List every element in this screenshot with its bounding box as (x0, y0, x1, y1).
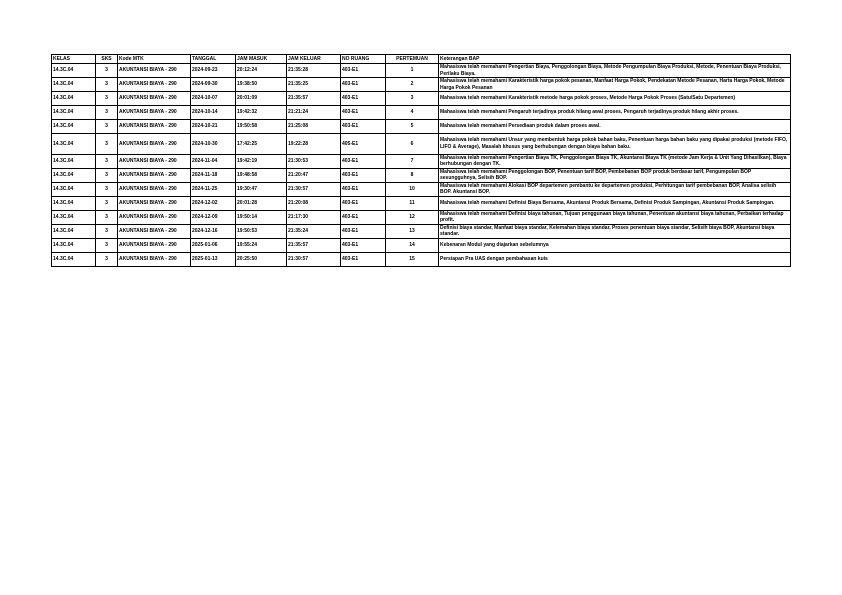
cell-jam-masuk: 19:30:47 (236, 182, 287, 196)
cell-kode-mtk: AKUNTANSI BIAYA - 290 (118, 238, 191, 252)
cell-tanggal: 2024-12-02 (191, 196, 236, 210)
cell-no-ruang: 403-E1 (341, 64, 386, 78)
cell-jam-keluar: 21:30:53 (287, 154, 341, 168)
cell-no-ruang: 403-E1 (341, 154, 386, 168)
cell-kelas: 14.3C.04 (52, 106, 96, 120)
cell-jam-masuk: 20:25:50 (236, 252, 287, 266)
header-pertemuan: PERTEMUAN (386, 55, 439, 64)
cell-pertemuan: 13 (386, 224, 439, 238)
cell-keterangan: Mahasiswa telah memahami Persediaan produk dalam proses awal. (439, 120, 791, 134)
header-jam-masuk: JAM MASUK (236, 55, 287, 64)
cell-sks: 3 (96, 210, 118, 224)
cell-kelas: 14.3C.04 (52, 224, 96, 238)
cell-sks: 3 (96, 252, 118, 266)
cell-tanggal: 2024-10-21 (191, 120, 236, 134)
cell-kode-mtk: AKUNTANSI BIAYA - 290 (118, 154, 191, 168)
cell-kode-mtk: AKUNTANSI BIAYA - 290 (118, 168, 191, 182)
cell-keterangan: Mahasiswa telah memahami Alokasi BOP departemen pembantu ke departemen produksi, Perhitungan tarif pembebanan BOP, Analisa selisih BOP. Akuntansi BOP. (439, 182, 791, 196)
cell-no-ruang: 403-E1 (341, 182, 386, 196)
cell-keterangan: Persiapan Pra UAS dengan pembahasan kuis (439, 252, 791, 266)
cell-tanggal: 2024-12-09 (191, 210, 236, 224)
cell-pertemuan: 6 (386, 134, 439, 155)
cell-no-ruang: 403-E1 (341, 78, 386, 92)
cell-pertemuan: 3 (386, 92, 439, 106)
cell-kelas: 14.3C.04 (52, 252, 96, 266)
cell-sks: 3 (96, 154, 118, 168)
cell-keterangan: Mahasiswa telah memahami Karakteristik metode harga pokok proses, Metode Harga Pokok Proses (Satu/Satu Departemen) (439, 92, 791, 106)
cell-pertemuan: 5 (386, 120, 439, 134)
table-row (52, 168, 791, 182)
cell-jam-masuk: 19:50:58 (236, 120, 287, 134)
cell-kode-mtk: AKUNTANSI BIAYA - 290 (118, 78, 191, 92)
cell-jam-masuk: 20:01:09 (236, 92, 287, 106)
table-row (52, 196, 791, 210)
table-row (52, 92, 791, 106)
cell-jam-masuk: 19:55:24 (236, 238, 287, 252)
header-kelas: KELAS (52, 55, 96, 64)
cell-jam-keluar: 21:20:08 (287, 196, 341, 210)
cell-kelas: 14.3C.04 (52, 238, 96, 252)
cell-no-ruang: 403-E1 (341, 168, 386, 182)
cell-pertemuan: 7 (386, 154, 439, 168)
cell-kelas: 14.3C.04 (52, 134, 96, 155)
cell-keterangan: Mahasiswa telah memahami Pengertian Biaya, Penggolongan Biaya, Metode Pengumpulan Biaya Produksi, Metode, Penentuan Biaya Produksi, Perilaku Biaya. (439, 64, 791, 78)
table-row (52, 154, 791, 168)
cell-sks: 3 (96, 120, 118, 134)
cell-sks: 3 (96, 182, 118, 196)
cell-no-ruang: 403-E1 (341, 120, 386, 134)
header-kode-mtk: Kode MTK (118, 55, 191, 64)
cell-sks: 3 (96, 92, 118, 106)
cell-tanggal: 2024-11-25 (191, 182, 236, 196)
cell-jam-masuk: 19:38:50 (236, 78, 287, 92)
cell-kode-mtk: AKUNTANSI BIAYA - 290 (118, 134, 191, 155)
cell-tanggal: 2025-01-06 (191, 238, 236, 252)
table-row (52, 106, 791, 120)
cell-jam-masuk: 19:50:53 (236, 224, 287, 238)
cell-sks: 3 (96, 106, 118, 120)
cell-sks: 3 (96, 64, 118, 78)
cell-no-ruang: 403-E1 (341, 210, 386, 224)
cell-keterangan: Mahasiswa telah memahami Pengaruh terjadinya produk hilang awal proses, Pengaruh terjadinya produk hilang akhir proses. (439, 106, 791, 120)
cell-pertemuan: 12 (386, 210, 439, 224)
cell-keterangan: Mahasiswa telah memahami Definisi Biaya Bersama, Akuntansi Produk Bersama, Definisi Produk Sampingan, Akuntansi Produk Sampingan. (439, 196, 791, 210)
cell-jam-keluar: 21:21:24 (287, 106, 341, 120)
cell-pertemuan: 14 (386, 238, 439, 252)
cell-kelas: 14.3C.04 (52, 210, 96, 224)
table-row (52, 120, 791, 134)
cell-sks: 3 (96, 238, 118, 252)
cell-kode-mtk: AKUNTANSI BIAYA - 290 (118, 182, 191, 196)
cell-pertemuan: 15 (386, 252, 439, 266)
table-row (52, 134, 791, 155)
cell-jam-masuk: 19:42:19 (236, 154, 287, 168)
cell-jam-masuk: 19:48:58 (236, 168, 287, 182)
cell-jam-keluar: 21:30:57 (287, 252, 341, 266)
cell-kode-mtk: AKUNTANSI BIAYA - 290 (118, 224, 191, 238)
cell-jam-masuk: 19:50:14 (236, 210, 287, 224)
cell-jam-keluar: 21:35:28 (287, 64, 341, 78)
cell-tanggal: 2024-11-04 (191, 154, 236, 168)
cell-jam-keluar: 21:17:30 (287, 210, 341, 224)
cell-sks: 3 (96, 196, 118, 210)
cell-jam-keluar: 21:20:47 (287, 168, 341, 182)
cell-tanggal: 2024-10-14 (191, 106, 236, 120)
table-row (52, 238, 791, 252)
cell-keterangan: Definisi biaya standar, Manfaat biaya standar, Kelemahan biaya standar, Proses penentuan biaya standar, Selisih biaya BOP, Akuntansi biaya standar. (439, 224, 791, 238)
cell-kelas: 14.3C.04 (52, 92, 96, 106)
cell-no-ruang: 403-E1 (341, 196, 386, 210)
cell-keterangan: Mahasiswa telah memahami Unsur yang membentuk harga pokok bahan baku, Penentuan harga bahan baku yang dipakai produksi (metode FIFO, LIFO & Average), Masalah khusus yang berhubungan dengan biaya bahan baku. (439, 134, 791, 155)
cell-tanggal: 2024-11-18 (191, 168, 236, 182)
cell-jam-keluar: 21:35:24 (287, 224, 341, 238)
header-no-ruang: NO RUANG (341, 55, 386, 64)
cell-no-ruang: 403-E1 (341, 238, 386, 252)
cell-pertemuan: 4 (386, 106, 439, 120)
header-tanggal: TANGGAL (191, 55, 236, 64)
cell-keterangan: Mahasiswa telah memahami Penggolongan BOP, Penentuan tarif BOP, Pembebanan BOP produk berdasar tarif, Pengumpulan BOP sesungguhnya, Selisih BOP. (439, 168, 791, 182)
cell-tanggal: 2024-10-07 (191, 92, 236, 106)
cell-jam-masuk: 20:01:28 (236, 196, 287, 210)
cell-sks: 3 (96, 224, 118, 238)
cell-kelas: 14.3C.04 (52, 64, 96, 78)
cell-jam-masuk: 17:42:25 (236, 134, 287, 155)
cell-kode-mtk: AKUNTANSI BIAYA - 290 (118, 196, 191, 210)
cell-pertemuan: 8 (386, 168, 439, 182)
table-row (52, 64, 791, 78)
cell-keterangan: Mahasiswa telah memahami Definisi biaya tahunan, Tujuan penggunaan biaya tahunan, Penentuan akuntansi biaya tahunan, Perbaikan terhadap profit. (439, 210, 791, 224)
cell-tanggal: 2024-10-30 (191, 134, 236, 155)
cell-sks: 3 (96, 168, 118, 182)
cell-kode-mtk: AKUNTANSI BIAYA - 290 (118, 64, 191, 78)
cell-no-ruang: 403-E1 (341, 106, 386, 120)
cell-jam-keluar: 21:35:57 (287, 238, 341, 252)
cell-kelas: 14.3C.04 (52, 182, 96, 196)
bap-table (51, 54, 791, 267)
cell-kelas: 14.3C.04 (52, 78, 96, 92)
cell-sks: 3 (96, 134, 118, 155)
table-row (52, 252, 791, 266)
cell-no-ruang: 405-E1 (341, 134, 386, 155)
cell-jam-keluar: 21:35:25 (287, 78, 341, 92)
table-row (52, 182, 791, 196)
cell-kode-mtk: AKUNTANSI BIAYA - 290 (118, 106, 191, 120)
cell-pertemuan: 11 (386, 196, 439, 210)
header-jam-keluar: JAM KELUAR (287, 55, 341, 64)
header-keterangan-bap: Keterangan BAP (439, 55, 791, 64)
cell-kelas: 14.3C.04 (52, 120, 96, 134)
cell-kelas: 14.3C.04 (52, 154, 96, 168)
cell-jam-masuk: 20:12:24 (236, 64, 287, 78)
cell-kode-mtk: AKUNTANSI BIAYA - 290 (118, 92, 191, 106)
cell-jam-masuk: 19:42:32 (236, 106, 287, 120)
header-row (52, 55, 791, 64)
cell-no-ruang: 403-E1 (341, 92, 386, 106)
table-row (52, 224, 791, 238)
cell-kode-mtk: AKUNTANSI BIAYA - 290 (118, 120, 191, 134)
cell-keterangan: Mahasiswa telah memahami Pengertian Biaya TK, Penggolongan Biaya TK, Akuntansi Biaya TK (metode Jam Kerja & Unit Yang Dihasilkan), Biaya berhubungan dengan TK. (439, 154, 791, 168)
cell-kode-mtk: AKUNTANSI BIAYA - 290 (118, 252, 191, 266)
cell-pertemuan: 10 (386, 182, 439, 196)
cell-pertemuan: 2 (386, 78, 439, 92)
cell-tanggal: 2024-09-30 (191, 78, 236, 92)
cell-no-ruang: 403-E1 (341, 252, 386, 266)
cell-jam-keluar: 21:30:57 (287, 182, 341, 196)
cell-tanggal: 2024-09-23 (191, 64, 236, 78)
cell-keterangan: Mahasiswa telah memahami Karakteristik harga pokok pesanan, Manfaat Harga Pokok, Pendekatan Metode Pesanan, Harta Harga Pokok, Metode Harga Pokok Pesanan (439, 78, 791, 92)
header-sks: SKS (96, 55, 118, 64)
cell-tanggal: 2025-01-13 (191, 252, 236, 266)
cell-keterangan: Kebenaran Modul yang diajarkan sebelumnya (439, 238, 791, 252)
cell-jam-keluar: 21:35:57 (287, 92, 341, 106)
cell-kelas: 14.3C.04 (52, 196, 96, 210)
cell-sks: 3 (96, 78, 118, 92)
cell-no-ruang: 403-E1 (341, 224, 386, 238)
cell-kelas: 14.3C.04 (52, 168, 96, 182)
cell-jam-keluar: 19:22:28 (287, 134, 341, 155)
cell-jam-keluar: 21:25:08 (287, 120, 341, 134)
table-row (52, 78, 791, 92)
cell-tanggal: 2024-12-16 (191, 224, 236, 238)
cell-kode-mtk: AKUNTANSI BIAYA - 290 (118, 210, 191, 224)
table-row (52, 210, 791, 224)
cell-pertemuan: 1 (386, 64, 439, 78)
